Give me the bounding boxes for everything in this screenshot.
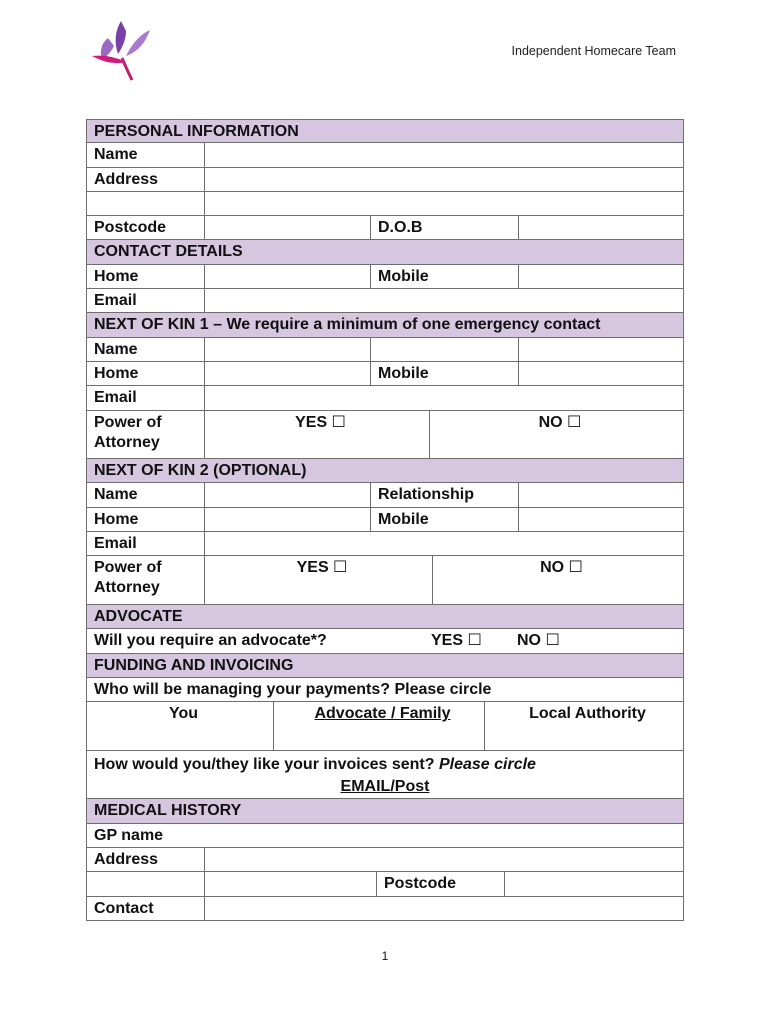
nok2-email-label: Email — [94, 535, 137, 553]
nok2-poa-yes-checkbox[interactable]: YES ☐ — [204, 556, 432, 604]
nok1-name-label: Name — [94, 340, 138, 358]
section-funding — [86, 654, 684, 678]
section-personal-information — [86, 119, 684, 143]
gp-postcode-row — [86, 872, 684, 896]
nok1-poa-no-checkbox[interactable]: NO ☐ — [429, 411, 683, 459]
nok1-name-field[interactable] — [204, 338, 370, 361]
nok1-name-row — [86, 338, 684, 362]
payments-question-row — [86, 678, 684, 702]
nok1-name-extra-2[interactable] — [518, 338, 683, 361]
nok1-email-field[interactable] — [204, 386, 683, 409]
payments-options-row — [86, 702, 684, 751]
address-row-2 — [86, 192, 684, 216]
advocate-yes-checkbox[interactable]: YES ☐ — [431, 632, 482, 650]
nok2-home-row — [86, 508, 684, 532]
address-field-2[interactable] — [204, 192, 683, 215]
nok1-email-row — [86, 386, 684, 410]
section-heading: NEXT OF KIN 2 (OPTIONAL) — [94, 462, 307, 480]
nok1-poa-yes-checkbox[interactable]: YES ☐ — [204, 411, 429, 459]
gp-address-field-2[interactable] — [204, 872, 376, 895]
home-mobile-row — [86, 265, 684, 289]
nok1-home-label: Home — [94, 364, 139, 382]
nok2-poa-row — [86, 556, 684, 605]
nok1-email-label: Email — [94, 389, 137, 407]
name-label: Name — [94, 146, 138, 164]
invoice-hint: Please circle — [438, 755, 536, 773]
address-row — [86, 168, 684, 192]
section-advocate — [86, 605, 684, 629]
nok1-mobile-label: Mobile — [370, 362, 518, 385]
gp-name-label: GP name — [94, 826, 164, 844]
section-heading: NEXT OF KIN 1 – We require a minimum of one emergency contact — [94, 316, 601, 334]
home-label: Home — [94, 267, 139, 285]
gp-postcode-label: Postcode — [376, 872, 504, 895]
nok1-name-extra[interactable] — [370, 338, 518, 361]
nok1-poa-row — [86, 411, 684, 460]
gp-address-field[interactable] — [204, 848, 683, 871]
gp-name-row — [86, 824, 684, 848]
invoice-question: How would you/they like your invoices sent? — [94, 755, 435, 773]
gp-postcode-field[interactable] — [504, 872, 683, 895]
section-heading: FUNDING AND INVOICING — [94, 656, 294, 674]
section-heading: PERSONAL INFORMATION — [94, 123, 299, 140]
mobile-label: Mobile — [370, 265, 518, 288]
nok2-email-field[interactable] — [204, 532, 683, 555]
address-field-1[interactable] — [204, 168, 683, 191]
nok2-name-row — [86, 483, 684, 507]
invoice-option-email-post[interactable]: EMAIL/Post — [340, 777, 430, 795]
advocate-question: Will you require an advocate*? — [94, 632, 327, 650]
email-row — [86, 289, 684, 313]
address-label: Address — [94, 170, 159, 188]
option-you[interactable]: You — [168, 705, 199, 723]
mobile-field[interactable] — [518, 265, 683, 288]
org-name: Independent Homecare Team — [511, 44, 676, 58]
gp-contact-row — [86, 897, 684, 921]
email-field[interactable] — [204, 289, 683, 312]
advocate-row — [86, 629, 684, 653]
nok2-poa-label-2: Attorney — [94, 579, 160, 597]
nok2-name-label: Name — [94, 486, 138, 504]
gp-address-row — [86, 848, 684, 872]
section-contact-details — [86, 240, 684, 264]
section-heading: MEDICAL HISTORY — [94, 802, 242, 820]
nok1-poa-label-1: Power of — [94, 413, 162, 431]
dob-field[interactable] — [518, 216, 683, 239]
page-number: 1 — [381, 949, 389, 963]
home-field[interactable] — [204, 265, 370, 288]
registration-form — [86, 119, 684, 921]
postcode-field[interactable] — [204, 216, 370, 239]
gp-address-label: Address — [94, 850, 159, 868]
nok2-relationship-label: Relationship — [370, 483, 518, 506]
nok2-poa-label-1: Power of — [94, 559, 162, 577]
option-advocate-family[interactable]: Advocate / Family — [314, 705, 451, 723]
gp-contact-label: Contact — [94, 899, 154, 917]
option-local-authority[interactable]: Local Authority — [484, 702, 683, 750]
payments-question: Who will be managing your payments? Please circle — [94, 680, 492, 698]
nok2-email-row — [86, 532, 684, 556]
gp-contact-field[interactable] — [204, 897, 683, 920]
nok2-mobile-field[interactable] — [518, 508, 683, 531]
name-row — [86, 143, 684, 167]
email-label: Email — [94, 292, 137, 310]
postcode-label: Postcode — [94, 219, 167, 237]
postcode-row — [86, 216, 684, 240]
nok2-name-field[interactable] — [204, 483, 370, 506]
nok2-home-field[interactable] — [204, 508, 370, 531]
section-heading: CONTACT DETAILS — [94, 243, 243, 261]
nok1-mobile-field[interactable] — [518, 362, 683, 385]
advocate-no-checkbox[interactable]: NO ☐ — [517, 632, 560, 650]
dob-label: D.O.B — [370, 216, 518, 239]
section-medical-history — [86, 799, 684, 823]
nok2-relationship-field[interactable] — [518, 483, 683, 506]
nok1-home-field[interactable] — [204, 362, 370, 385]
section-next-of-kin-2 — [86, 459, 684, 483]
nok1-home-row — [86, 362, 684, 386]
name-field[interactable] — [204, 143, 683, 166]
section-next-of-kin-1 — [86, 313, 684, 337]
company-logo — [88, 16, 160, 88]
invoice-row — [86, 751, 684, 800]
nok1-poa-label-2: Attorney — [94, 433, 160, 451]
nok2-mobile-label: Mobile — [370, 508, 518, 531]
nok2-home-label: Home — [94, 510, 139, 528]
section-heading: ADVOCATE — [94, 607, 183, 625]
nok2-poa-no-checkbox[interactable]: NO ☐ — [432, 556, 683, 604]
